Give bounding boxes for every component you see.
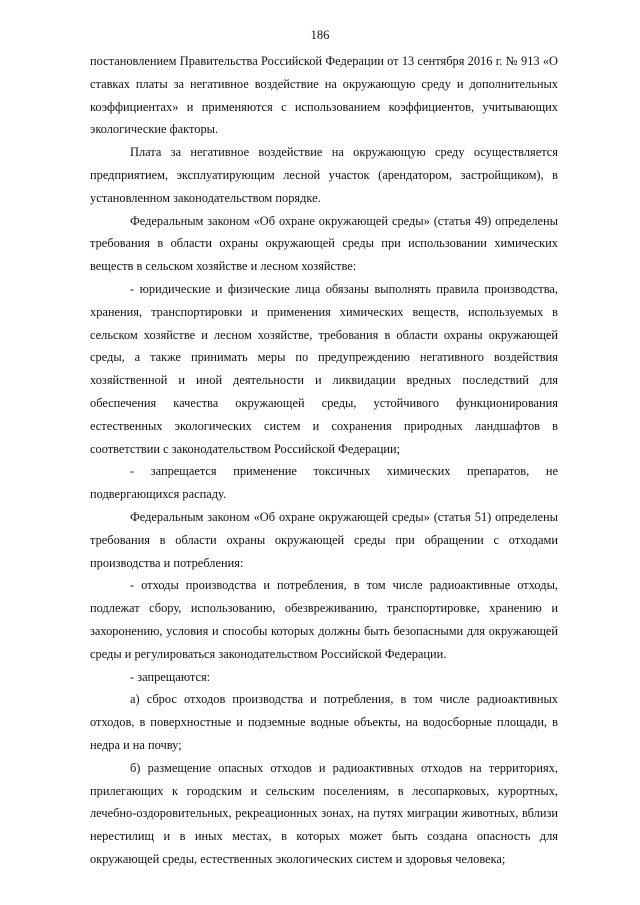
paragraph-yuridicheskie-litsa: - юридические и физические лица обязаны выполнять правила производства, хранения, транспортировки и применения химических веществ, используемых в сельском хозяйстве и лесном хозяйстве, требования в области охраны окружающей среды, а также принимать меры по предупреждению негативного воздействия хозяйственной и иной деятельности и ликвидации вредных последствий для обеспечения качества окружающей среды, устойчивого функционирования естественных экологических систем и сохранения природных ландшафтов в соответствии с законодательством Российской Федерации; <box>90 281 558 456</box>
paragraph-statya-51: Федеральным законом «Об охране окружающей среды» (статья 51) определены требования в области охраны окружающей среды при обращении с отходами производства и потребления: <box>90 509 558 570</box>
paragraph-otkhody: - отходы производства и потребления, в том числе радиоактивные отходы, подлежат сбору, использованию, обезвреживанию, транспортировке, хранению и захоронению, условия и способы которых должны быть безопасными для окружающей среды и регулироваться законодательством Российской Федерации. <box>90 578 558 661</box>
paragraph-zapreshchayutsya: - запрещаются: <box>130 669 211 684</box>
paragraph-postanovlenie: постановлением Правительства Российской Федерации от 13 сентября 2016 г. № 913 «О ставках платы за негативное воздействие на окружающую среду и дополнительных коэффициентах» и применяются с использованием коэффициентов, учитывающих экологические факторы. <box>90 54 558 137</box>
document-body <box>90 50 558 871</box>
paragraph-statya-49: Федеральным законом «Об охране окружающей среды» (статья 49) определены требования в области охраны окружающей среды при использовании химических веществ в сельском хозяйстве и лесном хозяйстве: <box>90 213 558 274</box>
paragraph-plata: Плата за негативное воздействие на окружающую среду осуществляется предприятием, эксплуатирующим лесной участок (арендатором, застройщиком), в установленном законодательством порядке. <box>90 145 558 205</box>
paragraph-item-b: б) размещение опасных отходов и радиоактивных отходов на территориях, прилегающих к городским и сельским поселениям, в лесопарковых, курортных, лечебно-оздоровительных, рекреационных зонах, на путях миграции животных, вблизи нерестилищ и в иных местах, в которых может быть создана опасность для окружающей среды, естественных экологических систем и здоровья человека; <box>90 760 558 866</box>
page-number: 186 <box>310 28 330 42</box>
paragraph-item-a: а) сброс отходов производства и потребления, в том числе радиоактивных отходов, в поверхностные и подземные водные объекты, на водосборные площади, в недра и на почву; <box>90 692 558 752</box>
paragraph-zapreshchaetsya-toksichnye: - запрещается применение токсичных химических препаратов, не подвергающихся распаду. <box>90 464 558 502</box>
